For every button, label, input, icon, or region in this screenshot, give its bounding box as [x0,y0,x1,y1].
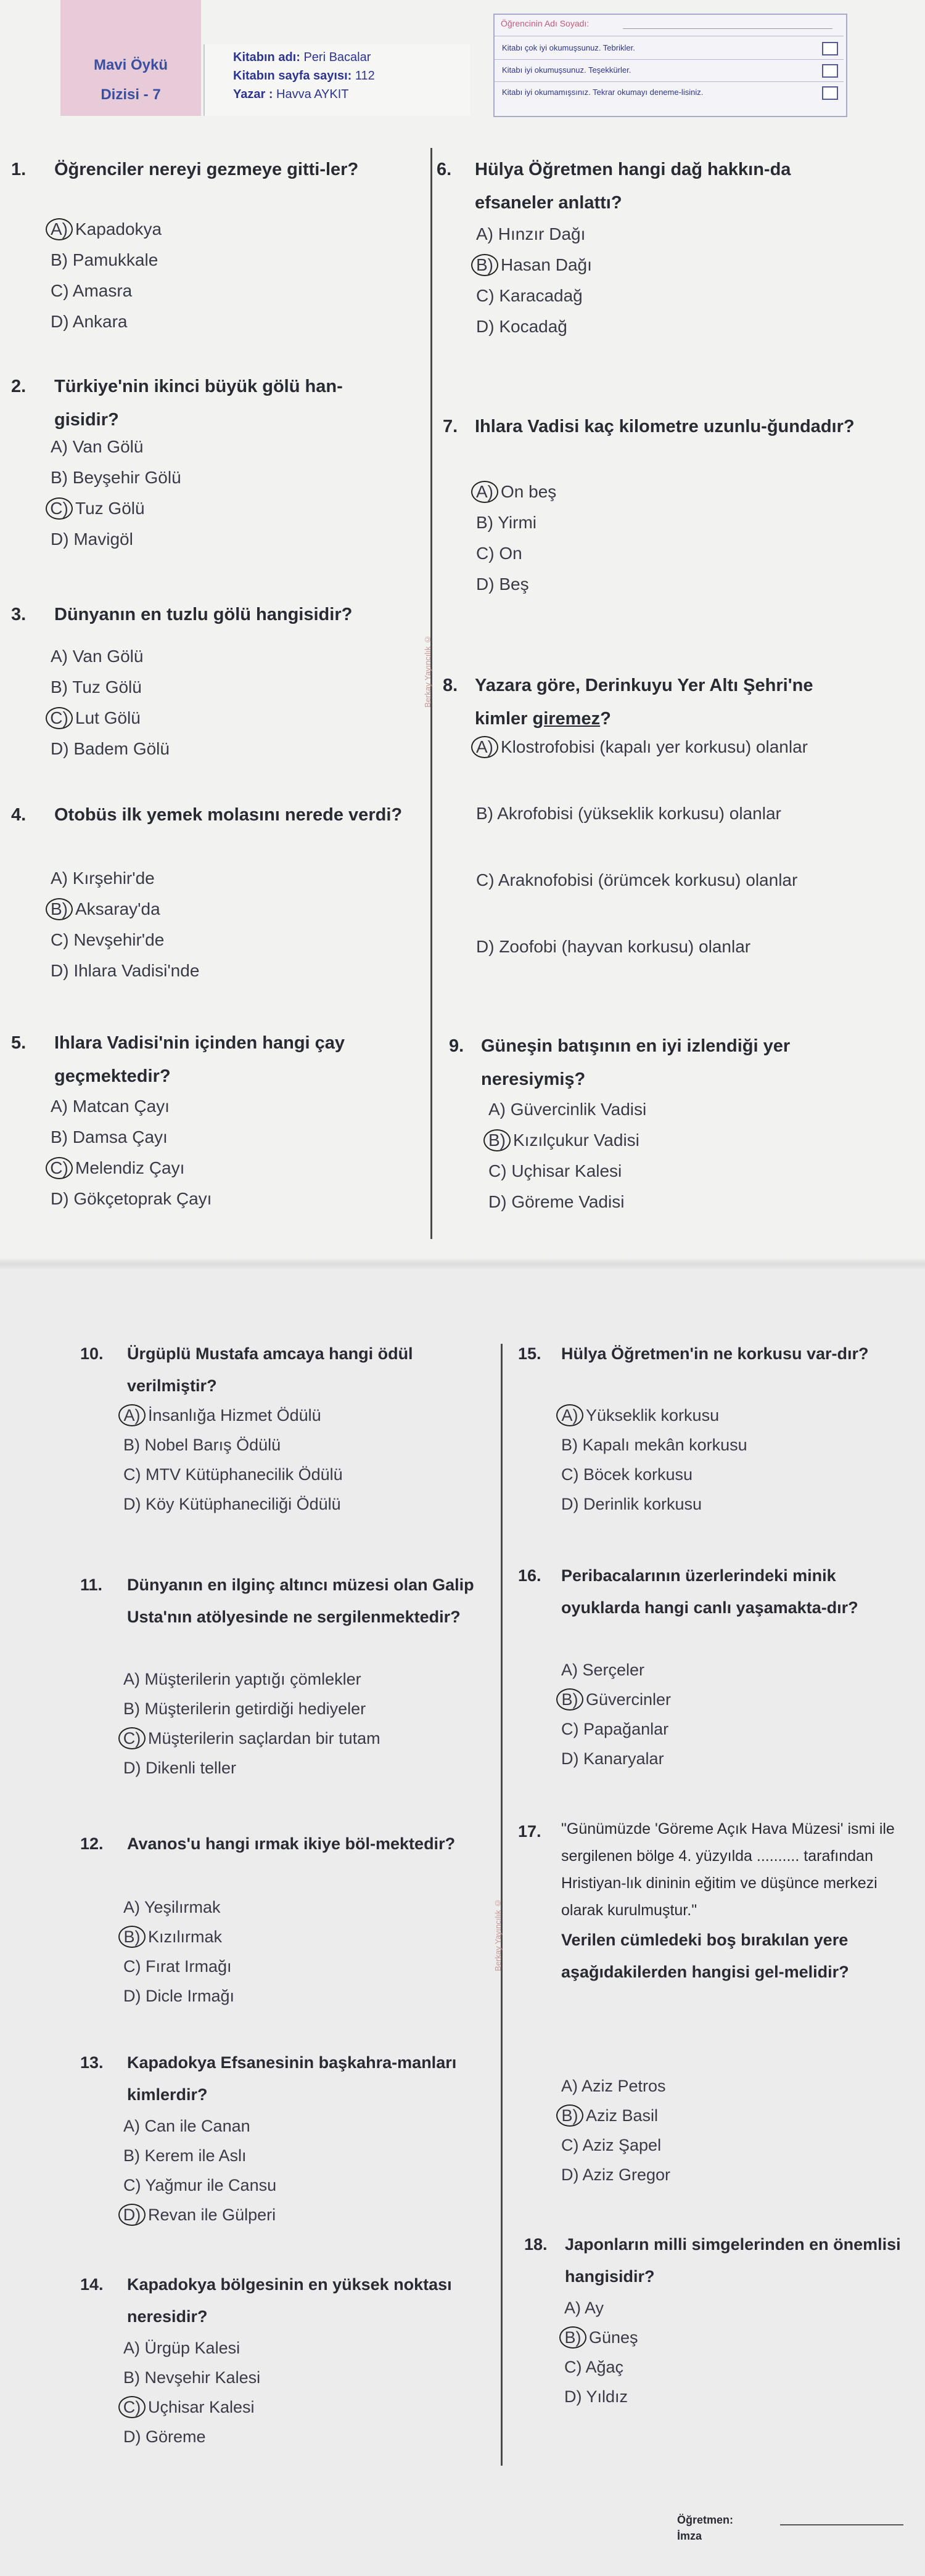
question-number: 17. [518,1822,541,1841]
option-d[interactable]: D) Zoofobi (hayvan korkusu) olanlar [476,937,751,956]
option-c[interactable]: C) MTV Kütüphanecilik Ödülü [123,1465,343,1484]
question-number: 4. [11,805,27,825]
student-name-label: Öğrencinin Adı Soyadı: [501,18,590,28]
question-text: Dünyanın en ilginç altıncı müzesi olan Galip Usta'nın atölyesinde ne sergilenmektedir? [127,1576,474,1626]
answer-mark-circle: B) [556,2104,583,2127]
question-text: Ihlara Vadisi kaç kilometre uzunlu-ğundadır? [475,417,855,436]
evaluation-excellent: Kitabı çok iyi okumuşsunuz. Tebrikler. [502,43,635,52]
evaluation-good: Kitabı iyi okumuşsunuz. Teşekkürler. [502,65,631,75]
option-b[interactable]: B) Kızılırmak [123,1925,222,1948]
option-c[interactable]: C) Uçhisar Kalesi [123,2395,255,2419]
option-a[interactable]: A) İnsanlığa Hizmet Ödülü [123,1404,321,1427]
option-d[interactable]: D) Derinlik korkusu [561,1495,702,1513]
divider [495,59,844,60]
answer-mark-circle: C) [46,707,73,729]
question-number: 14. [80,2275,104,2294]
question-text: Otobüs ilk yemek molasını nerede verdi? [54,805,403,825]
evaluation-good-checkbox[interactable] [822,64,838,78]
question-8 [443,669,850,735]
option-d[interactable]: D) Mavigöl [51,530,133,549]
question-7 [443,410,862,443]
publisher-watermark: Berkay Yayıncılık © [423,635,432,708]
option-c[interactable]: C) On [476,544,522,563]
option-c[interactable]: C) Aziz Şapel [561,2136,662,2154]
option-c[interactable]: C) Böcek korkusu [561,1465,693,1484]
question-number: 15. [518,1344,541,1363]
teacher-label: Öğretmen: [677,2514,734,2526]
option-a[interactable]: A) Can ile Canan [123,2117,250,2135]
answer-mark-circle: B) [483,1129,511,1151]
option-a[interactable]: A) Kapadokya [51,217,162,242]
question-10 [80,1338,475,1402]
answer-mark-circle: D) [118,2204,146,2226]
question-number: 10. [80,1344,104,1363]
option-b[interactable]: B) Nobel Barış Ödülü [123,1436,281,1454]
option-a[interactable]: A) Güvercinlik Vadisi [488,1100,647,1119]
series-name: Mavi Öykü [93,57,168,73]
option-d[interactable]: D) Beş [476,574,529,594]
question-text: Kapadokya Efsanesinin başkahra-manları kimlerdir? [127,2053,457,2104]
option-d[interactable]: D) Kanaryalar [561,1749,664,1768]
question-text: Hülya Öğretmen'in ne korkusu var-dır? [561,1344,869,1363]
answer-mark-circle: B) [46,898,73,920]
question-number: 18. [524,2235,548,2254]
option-d[interactable]: D) Dikenli teller [123,1759,237,1777]
evaluation-retry: Kitabı iyi okumamışsınız. Tekrar okumayı deneme-lisiniz. [502,88,704,97]
author-label: Yazar : [233,88,273,101]
underlined-word: giremez [532,709,601,729]
question-12 [80,1828,481,1860]
option-d[interactable]: D) Göreme Vadisi [488,1192,625,1211]
question-text: Avanos'u hangi ırmak ikiye böl-mektedir? [127,1834,456,1853]
question-4 [11,798,406,832]
option-b[interactable]: B) Tuz Gölü [51,677,142,697]
option-b[interactable]: B) Beyşehir Gölü [51,468,181,487]
question-number: 3. [11,605,27,624]
question-text: Ürgüplü Mustafa amcaya hangi ödül verilmiştir? [127,1344,413,1395]
option-c[interactable]: C) Papağanlar [561,1720,669,1738]
option-b[interactable]: B) Aziz Basil [561,2104,658,2127]
option-c[interactable]: C) Ağaç [564,2358,624,2376]
question-3 [11,598,406,631]
option-a[interactable]: A) On beş [476,480,556,504]
answer-mark-circle: A) [118,1404,146,1426]
student-name-field[interactable] [623,28,832,29]
publisher-watermark: Berkay Yayıncılık © [493,1899,503,1971]
question-9 [449,1029,862,1096]
book-name-label: Kitabın adı: [233,51,300,64]
answer-mark-circle: A) [471,736,498,758]
option-a[interactable]: A) Aziz Petros [561,2077,666,2095]
option-c[interactable]: C) Lut Gölü [51,706,141,730]
option-b[interactable]: B) Kerem ile Aslı [123,2146,247,2165]
question-6 [437,153,868,219]
question-number: 5. [11,1033,27,1053]
option-d[interactable]: D) Badem Gölü [51,739,170,758]
answer-mark-circle: C) [46,497,73,520]
option-b[interactable]: B) Müşterilerin getirdiği hediyeler [123,1699,366,1718]
option-c[interactable]: C) Nevşehir'de [51,930,165,949]
question-number: 7. [443,417,458,436]
option-c[interactable]: C) Amasra [51,281,133,300]
option-a[interactable]: A) Serçeler [561,1661,645,1679]
question-13 [80,2046,481,2111]
teacher-name-field[interactable] [780,2524,903,2525]
option-d[interactable]: D) Ihlara Vadisi'nde [51,961,200,980]
question-number: 11. [80,1576,103,1594]
option-d[interactable]: D) Kocadağ [476,317,567,336]
option-d[interactable]: D) Ankara [51,312,128,331]
question-number: 9. [449,1036,464,1056]
question-text: Güneşin batışının en iyi izlendiği yer neresiymiş? [481,1036,791,1089]
book-name: Peri Bacalar [303,51,371,64]
author-line [233,88,349,102]
page-fold [0,1257,925,1271]
answer-mark-circle: B) [118,1926,146,1948]
option-c[interactable]: C) Yağmur ile Cansu [123,2176,277,2194]
option-d[interactable]: D) Dicle Irmağı [123,1987,235,2005]
question-text: Dünyanın en tuzlu gölü hangisidir? [54,605,353,624]
question-14 [80,2268,481,2333]
answer-mark-circle: B) [471,254,498,276]
question-number: 16. [518,1566,541,1585]
question-15 [518,1338,919,1370]
question-number: 12. [80,1834,104,1853]
evaluation-excellent-checkbox[interactable] [822,42,838,55]
option-a[interactable]: A) Van Gölü [51,647,144,666]
question-text: Yazara göre, Derinkuyu Yer Altı Şehri'ne kimler giremez? [475,676,813,729]
question-number: 1. [11,160,27,179]
option-d[interactable]: D) Yıldız [564,2387,628,2406]
option-a[interactable]: A) Kırşehir'de [51,869,155,888]
option-c[interactable]: C) Karacadağ [476,286,583,305]
option-b[interactable]: B) Yirmi [476,513,536,532]
option-b[interactable]: B) Damsa Çayı [51,1127,168,1147]
question-number: 13. [80,2053,104,2072]
answer-mark-circle: C) [118,2396,146,2418]
option-a[interactable]: A) Van Gölü [51,437,144,456]
page-count-line [233,69,375,83]
option-a[interactable]: A) Matcan Çayı [51,1097,170,1116]
option-b[interactable]: B) Kızılçukur Vadisi [488,1128,639,1153]
option-d[interactable]: D) Köy Kütüphaneciliği Ödülü [123,1495,341,1513]
question-1 [11,153,406,186]
question-text: Ihlara Vadisi'nin içinden hangi çay geçmektedir? [54,1033,345,1086]
signature-label: İmza [677,2530,702,2542]
option-b[interactable]: B) Kapalı mekân korkusu [561,1436,747,1454]
option-c[interactable]: C) Melendiz Çayı [51,1156,184,1180]
option-b[interactable]: B) Hasan Dağı [476,253,592,277]
book-name-line [233,51,371,65]
question-5 [11,1026,406,1093]
divider [495,81,844,82]
option-c[interactable]: C) Müşterilerin saçlardan bir tutam [123,1727,380,1750]
question-text: Hülya Öğretmen hangi dağ hakkın-da efsaneler anlattı? [475,160,791,213]
option-c[interactable]: C) Uçhisar Kalesi [488,1161,622,1180]
question-11 [80,1569,487,1633]
page-count: 112 [355,69,375,83]
answer-mark-circle: C) [118,1727,146,1749]
option-b[interactable]: B) Akrofobisi (yükseklik korkusu) olanlar [476,804,781,823]
option-c[interactable]: C) Araknofobisi (örümcek korkusu) olanlar [476,870,798,889]
question-text: Öğrenciler nereyi gezmeye gitti-ler? [54,160,359,179]
option-a[interactable]: A) Yeşilırmak [123,1898,221,1916]
series-number: Dizisi - 7 [101,86,161,103]
option-a[interactable]: A) Ay [564,2299,604,2317]
option-a[interactable]: A) Yükseklik korkusu [561,1404,719,1427]
answer-mark-circle: A) [471,481,498,503]
question-text: Verilen cümledeki boş bırakılan yere aşağıdakilerden hangisi gel-melidir? [561,1931,849,1981]
option-b[interactable]: B) Aksaray'da [51,897,160,922]
option-a[interactable]: A) Ürgüp Kalesi [123,2339,240,2357]
question-text: Kapadokya bölgesinin en yüksek noktası neresidir? [127,2275,452,2326]
option-a[interactable]: A) Klostrofobisi (kapalı yer korkusu) olanlar [476,735,846,759]
option-b[interactable]: B) Pamukkale [51,250,158,269]
question-quote: "Günümüzde 'Göreme Açık Hava Müzesi' ismi ile sergilenen bölge 4. yüzyılda .......... tarafından Hristiyan-lık dininin eğitim ve düşünce merkezi olarak kurulmuştur." [561,1820,895,1919]
page-count-label: Kitabın sayfa sayısı: [233,69,352,83]
answer-mark-circle: A) [46,218,73,240]
question-17 [518,1815,919,1988]
option-b[interactable]: B) Nevşehir Kalesi [123,2368,261,2387]
question-16 [518,1560,919,1624]
option-b[interactable]: B) Güneş [564,2326,638,2349]
option-c[interactable]: C) Fırat Irmağı [123,1957,232,1976]
answer-mark-circle: B) [556,1688,583,1711]
question-number: 8. [443,676,458,695]
question-18 [524,2228,919,2292]
option-d[interactable]: D) Gökçetoprak Çayı [51,1189,212,1208]
option-c[interactable]: C) Tuz Gölü [51,496,145,521]
option-d[interactable]: D) Göreme [123,2427,206,2446]
answer-mark-circle: B) [559,2326,586,2349]
question-number: 2. [11,377,27,396]
option-a[interactable]: A) Hınzır Dağı [476,224,586,243]
question-text: Japonların milli simgelerinden en önemlisi hangisidir? [565,2235,901,2286]
option-b[interactable]: B) Güvercinler [561,1688,671,1711]
question-2 [11,370,406,436]
option-a[interactable]: A) Müşterilerin yaptığı çömlekler [123,1670,361,1688]
option-d[interactable]: D) Aziz Gregor [561,2165,671,2184]
question-text: Peribacalarının üzerlerindeki minik oyuklarda hangi canlı yaşamakta-dır? [561,1566,858,1617]
answer-mark-circle: C) [46,1157,73,1179]
author-name: Havva AYKIT [276,88,349,101]
evaluation-retry-checkbox[interactable] [822,86,838,100]
question-number: 6. [437,160,452,179]
option-d[interactable]: D) Revan ile Gülperi [123,2203,276,2226]
answer-mark-circle: A) [556,1404,583,1426]
question-text: Türkiye'nin ikinci büyük gölü han-gisidir? [54,377,343,430]
